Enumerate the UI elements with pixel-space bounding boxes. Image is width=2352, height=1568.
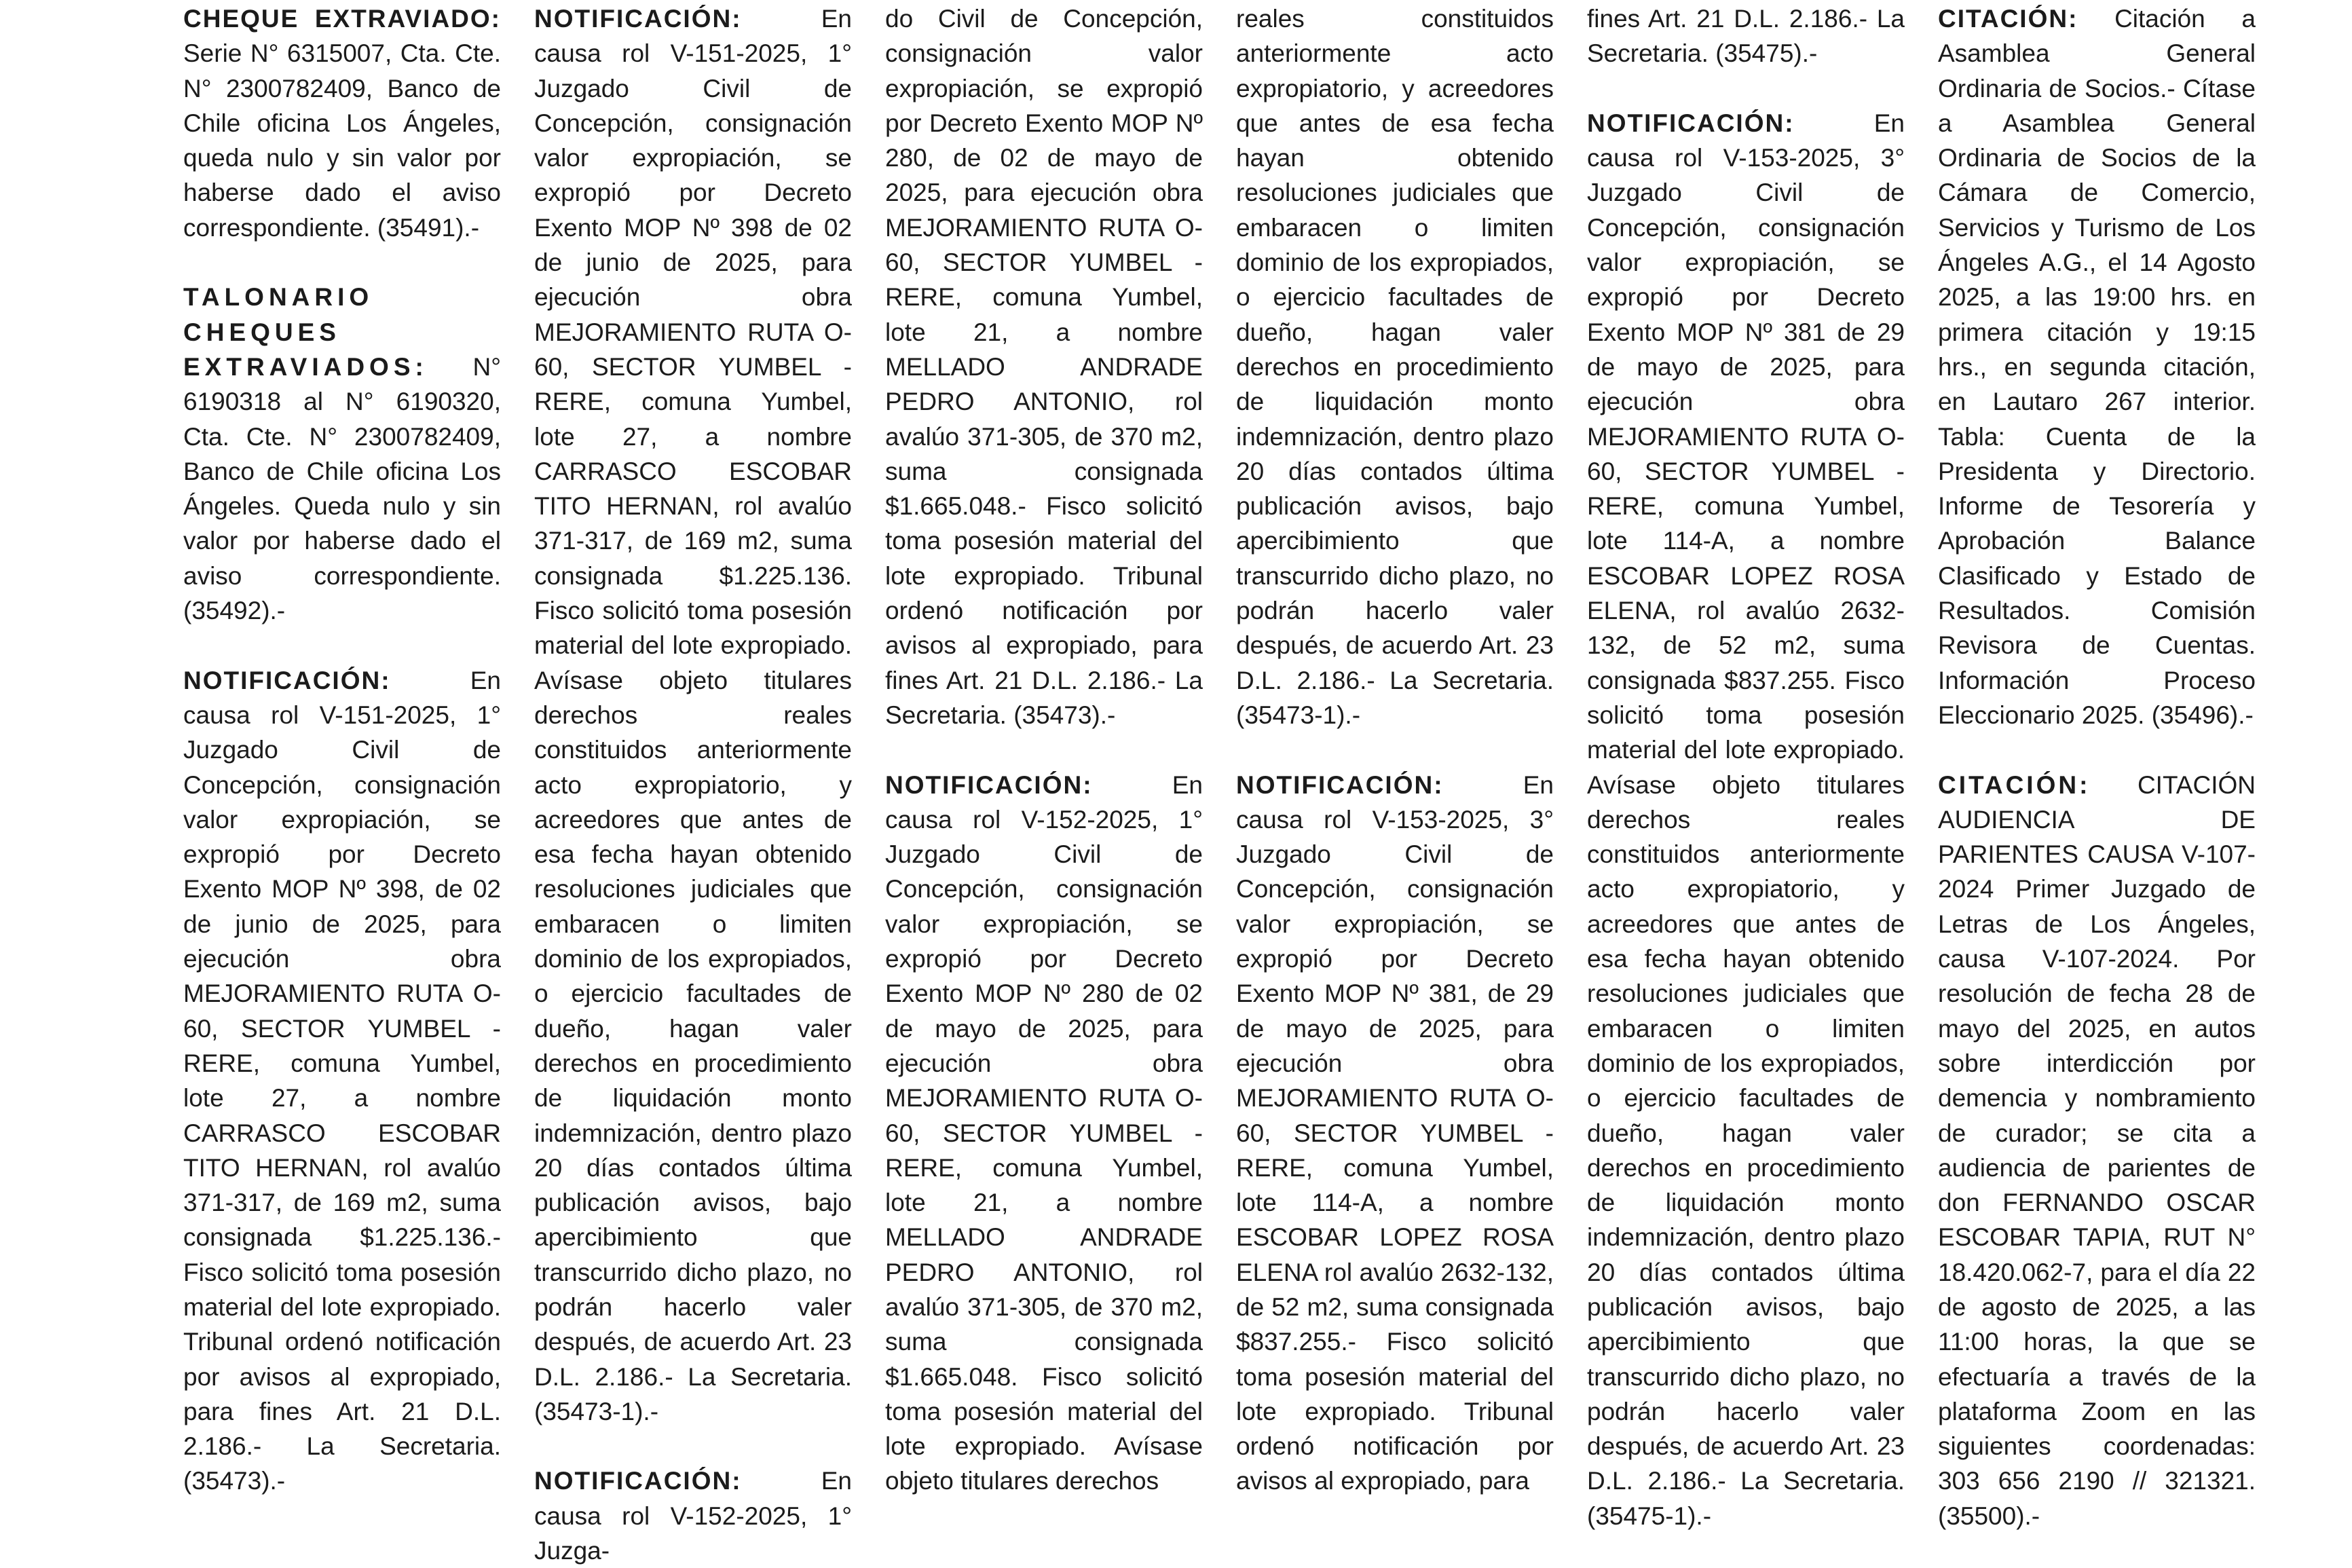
notice-body: N° 6190318 al N° 6190320, Cta. Cte. N° 2300782409, Banco de Chile oficina Los Ángeles. Queda nulo y sin valor por haberse dado el aviso correspondiente. (35492).- xyxy=(183,352,501,625)
notice-citacion-asamblea xyxy=(1938,1,2256,732)
notice-heading: CITACIÓN: xyxy=(1938,5,2078,33)
notice-body: CITACIÓN AUDIENCIA DE PARIENTES CAUSA V-107-2024 Primer Juzgado de Letras de Los Ángeles, causa V-107-2024. Por resolución de fecha 28 de mayo del 2025, en autos sobre interdicción por demencia y nombramiento de curador; se cita a audiencia de parientes de don FERNANDO OSCAR ESCOBAR TAPIA, RUT N° 18.420.062-7, para el día 22 de agosto de 2025, a las 11:00 horas, la que se efectuaría a través de la plataforma Zoom en las siguientes coordenadas: 303 656 2190 // 321321. (35500).- xyxy=(1938,770,2256,1530)
notice-heading: NOTIFICACIÓN: xyxy=(1587,109,1795,137)
notice-notificacion xyxy=(183,663,501,1499)
notice-body: fines Art. 21 D.L. 2.186.- La Secretaria. (35475).- xyxy=(1587,5,1905,68)
notice-heading: CHEQUE EXTRAVIADO: xyxy=(183,5,501,33)
notice-body: do Civil de Concepción, consignación valor expropiación, se expropió por Decreto Exento MOP Nº 280, de 02 de mayo de 2025, para ejecución obra MEJORAMIENTO RUTA O-60, SECTOR YUMBEL - RERE, comuna Yumbel, lote 21, a nombre MELLADO ANDRADE PEDRO ANTONIO, rol avalúo 371-305, de 370 m2, suma consignada $1.665.048.- Fisco solicitó toma posesión material del lote expropiado. Tribunal ordenó notificación por avisos al expropiado, para fines Art. 21 D.L. 2.186.- La Secretaria. (35473).- xyxy=(885,5,1203,729)
column-5 xyxy=(1587,1,1905,1530)
notice-notificacion xyxy=(1587,106,1905,1533)
classified-notices-page xyxy=(183,0,2274,1565)
notice-continuation xyxy=(1236,1,1554,732)
notice-continuation xyxy=(885,1,1203,732)
notice-body: En causa rol V-151-2025, 1° Juzgado Civil de Concepción, consignación valor expropiación, se expropió por Decreto Exento MOP Nº 398 de 02 de junio de 2025, para ejecución obra MEJORAMIENTO RUTA O-60, SECTOR YUMBEL - RERE, comuna Yumbel, lote 27, a nombre CARRASCO ESCOBAR TITO HERNAN, rol avalúo 371-317, de 169 m2, suma consignada $1.225.136. Fisco solicitó toma posesión material del lote expropiado. Avísase objeto titulares derechos reales constituidos anteriormente acto expropiatorio, y acreedores que antes de esa fecha hayan obtenido resoluciones judiciales que embaracen o limiten dominio de los expropiados, o ejercicio facultades de dueño, hagan valer derechos en procedimiento de liquidación monto indemnización, dentro plazo 20 días contados última publicación avisos, bajo apercibimiento que transcurrido dicho plazo, no podrán hacerlo valer después, de acuerdo Art. 23 D.L. 2.186.- La Secretaria. (35473-1).- xyxy=(534,5,852,1425)
notice-notificacion xyxy=(885,768,1203,1499)
notice-heading: NOTIFICACIÓN: xyxy=(1236,770,1444,799)
notice-heading: NOTIFICACIÓN: xyxy=(183,666,391,694)
notice-notificacion xyxy=(1236,768,1554,1499)
column-6 xyxy=(1938,1,2256,1530)
notice-body: En causa rol V-153-2025, 3° Juzgado Civil de Concepción, consignación valor expropiación, se expropió por Decreto Exento MOP Nº 381 de 29 de mayo de 2025, para ejecución obra MEJORAMIENTO RUTA O-60, SECTOR YUMBEL - RERE, comuna Yumbel, lote 114-A, a nombre ESCOBAR LOPEZ ROSA ELENA, rol avalúo 2632-132, de 52 m2, suma consignada $837.255. Fisco solicitó toma posesión material del lote expropiado. Avísase objeto titulares derechos reales constituidos anteriormente acto expropiatorio, y acreedores que antes de esa fecha hayan obtenido resoluciones judiciales que embaracen o limiten dominio de los expropiados, o ejercicio facultades de dueño, hagan valer derechos en procedimiento de liquidación monto indemnización, dentro plazo 20 días contados última publicación avisos, bajo apercibimiento que transcurrido dicho plazo, no podrán hacerlo valer después, de acuerdo Art. 23 D.L. 2.186.- La Secretaria. (35475-1).- xyxy=(1587,109,1905,1530)
column-1 xyxy=(183,1,501,1495)
notice-cheque-extraviado xyxy=(183,1,501,245)
notice-heading: NOTIFICACIÓN: xyxy=(534,5,742,33)
notice-heading: CITACIÓN: xyxy=(1938,770,2091,799)
column-4 xyxy=(1236,1,1554,1495)
notice-heading: TALONARIO CHEQUES EXTRAVIADOS: xyxy=(183,283,428,381)
notice-notificacion xyxy=(534,1463,852,1568)
notice-notificacion xyxy=(534,1,852,1429)
notice-continuation xyxy=(1587,1,1905,71)
column-3 xyxy=(885,1,1203,1495)
notice-heading: NOTIFICACIÓN: xyxy=(534,1467,742,1495)
notice-body: Serie N° 6315007, Cta. Cte. N° 2300782409, Banco de Chile oficina Los Ángeles, queda nulo y sin valor por haberse dado el aviso correspondiente. (35491).- xyxy=(183,39,501,242)
notice-citacion-audiencia xyxy=(1938,768,2256,1534)
notice-talonario-cheques xyxy=(183,280,501,628)
notice-body: En causa rol V-151-2025, 1° Juzgado Civil de Concepción, consignación valor expropiación, se expropió por Decreto Exento MOP Nº 398, de 02 de junio de 2025, para ejecución obra MEJORAMIENTO RUTA O-60, SECTOR YUMBEL - RERE, comuna Yumbel, lote 27, a nombre CARRASCO ESCOBAR TITO HERNAN, rol avalúo 371-317, de 169 m2, suma consignada $1.225.136.- Fisco solicitó toma posesión material del lote expropiado. Tribunal ordenó notificación por avisos al expropiado, para fines Art. 21 D.L. 2.186.- La Secretaria. (35473).- xyxy=(183,666,501,1495)
notice-body: En causa rol V-152-2025, 1° Juzgado Civil de Concepción, consignación valor expropiación, se expropió por Decreto Exento MOP Nº 280 de 02 de mayo de 2025, para ejecución obra MEJORAMIENTO RUTA O-60, SECTOR YUMBEL - RERE, comuna Yumbel, lote 21, a nombre MELLADO ANDRADE PEDRO ANTONIO, rol avalúo 371-305, de 370 m2, suma consignada $1.665.048. Fisco solicitó toma posesión material del lote expropiado. Avísase objeto titulares derechos xyxy=(885,770,1203,1495)
notice-body: reales constituidos anteriormente acto expropiatorio, y acreedores que antes de esa fecha hayan obtenido resoluciones judiciales que embaracen o limiten dominio de los expropiados, o ejercicio facultades de dueño, hagan valer derechos en procedimiento de liquidación monto indemnización, dentro plazo 20 días contados última publicación avisos, bajo apercibimiento que transcurrido dicho plazo, no podrán hacerlo valer después, de acuerdo Art. 23 D.L. 2.186.- La Secretaria. (35473-1).- xyxy=(1236,5,1554,729)
column-2 xyxy=(534,1,852,1565)
notice-body: En causa rol V-152-2025, 1° Juzga- xyxy=(534,1467,852,1565)
notice-heading: NOTIFICACIÓN: xyxy=(885,770,1093,799)
notice-body: En causa rol V-153-2025, 3° Juzgado Civil de Concepción, consignación valor expropiación, se expropió por Decreto Exento MOP Nº 381, de 29 de mayo de 2025, para ejecución obra MEJORAMIENTO RUTA O-60, SECTOR YUMBEL - RERE, comuna Yumbel, lote 114-A, a nombre ESCOBAR LOPEZ ROSA ELENA rol avalúo 2632-132, de 52 m2, suma consignada $837.255.- Fisco solicitó toma posesión material del lote expropiado. Tribunal ordenó notificación por avisos al expropiado, para xyxy=(1236,770,1554,1495)
notice-body: Citación a Asamblea General Ordinaria de Socios.- Cítase a Asamblea General Ordinaria de Socios de la Cámara de Comercio, Servicios y Turismo de Los Ángeles A.G., el 14 Agosto 2025, a las 19:00 hrs. en primera citación y 19:15 hrs., en segunda citación, en Lautaro 267 interior. Tabla: Cuenta de la Presidenta y Directorio. Informe de Tesorería y Aprobación Balance Clasificado y Estado de Resultados. Comisión Revisora de Cuentas. Información Proceso Eleccionario 2025. (35496).- xyxy=(1938,5,2256,729)
